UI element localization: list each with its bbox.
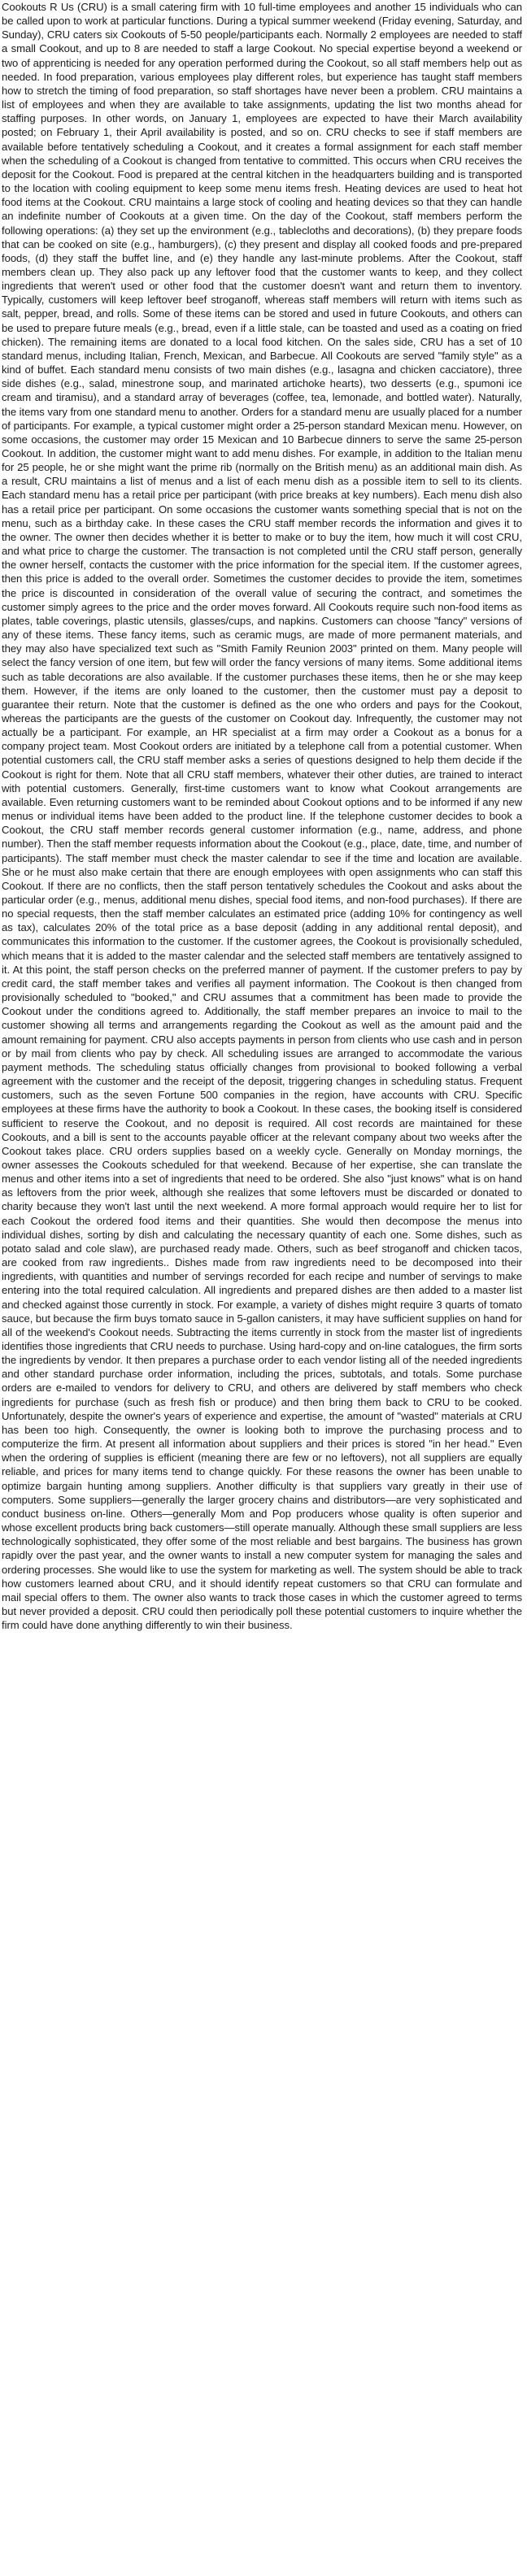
case-study-text: Cookouts R Us (CRU) is a small catering firm with 10 full-time employees and another 15 individuals who can be called upon to work at particular functions. During a typical summer weekend (Friday evening, Saturday, and Sunday), CRU caters six Cookouts of 5-50 people/participants each. Normally 2 employees are needed to staff a small Cookout, and up to 8 are needed to staff a large Cookout. No special expertise beyond a weekend or two of apprenticing is needed for any operation performed during the Cookout, so all staff members help out as needed. In food preparation, various employees play different roles, but experience has taught staff members how to stretch the timing of food preparation, so staff shortages have never been a problem. CRU maintains a list of employees and when they are available to take assignments, updating the list two months ahead for staffing purposes. In other words, on January 1, employees are expected to have their March availability posted; on February 1, their April availability is posted, and so on. CRU checks to see if staff members are available before tentatively scheduling a Cookout, and it creates a formal assignment for each staff member when the scheduling of a Cookout is changed from tentative to committed. This occurs when CRU receives the deposit for the Cookout. Food is prepared at the central kitchen in the headquarters building and is transported to the location with cooling equipment to keep some menu items fresh. Heating devices are used to heat hot food items at the Cookout. CRU maintains a large stock of cooling and heating devices so that they can handle an indefinite number of Cookouts at a given time. On the day of the Cookout, staff members perform the following operations: (a) they set up the environment (e.g., tablecloths and decorations), (b) they prepare foods that can be cooked on site (e.g., hamburgers), (c) they present and display all cooked foods and pre-prepared foods, (d) they staff the buffet line, and (e) they handle any last-minute problems. After the Cookout, staff members clean up. They also pack up any leftover food that the customer wants to keep, and they collect ingredients that weren't used or other food that the customer doesn't want and return them to inventory. Typically, customers will keep leftover beef stroganoff, whereas staff members will return with items such as salt, pepper, bread, and rolls. Some of these items can be stored and used in future Cookouts, and others can be used to prepare future meals (e.g., bread, even if a little stale, can be toasted and used as a coating on fried chicken). The remaining items are donated to a local food kitchen. On the sales side, CRU has a set of 10 standard menus, including Italian, French, Mexican, and Barbecue. All Cookouts are served "family style" as a kind of buffet. Each standard menu consists of two main dishes (e.g., lasagna and chicken cacciatore), three side dishes (e.g., salad, minestrone soup, and marinated artichoke hearts), two desserts (e.g., spumoni ice cream and tiramisu), and a standard array of beverages (coffee, tea, lemonade, and bottled water). Naturally, the items vary from one standard menu to another. Orders for a standard menu are usually placed for a number of participants. For example, a typical customer might order a 25-person standard Mexican menu. However, on some occasions, the customer may order 15 Mexican and 10 Barbecue dinners to serve the same 25-person Cookout. In addition, the customer might want to add menu dishes. For example, in addition to the Italian menu for 25 people, he or she might want the prime rib (normally on the British menu) as an additional main dish. As a result, CRU maintains a list of menus and a list of each menu dish as a possible item to sell to its clients. Each standard menu has a retail price per participant (with price breaks at key numbers). Each menu dish also has a retail price per participant. On some occasions the customer wants something special that is not on the menu, such as a birthday cake. In these cases the CRU staff member records the information and gives it to the owner. The owner then decides whether it is better to make or to buy the item, how much it will cost CRU, and what price to charge the customer. The transaction is not completed until the CRU staff person, generally the owner herself, contacts the customer with the price information for the special item. If the customer agrees, then this price is added to the overall order. Sometimes the customer decides to provide the item, sometimes the price is discounted in consideration of the overall value of securing the contract, and sometimes the customer simply agrees to the price and the order moves forward. All Cookouts require such non-food items as plates, table coverings, plastic utensils, glasses/cups, and napkins. Customers can choose "fancy" versions of any of these items. These fancy items, such as ceramic mugs, are made of more permanent materials, and they may also have specialized text such as "Smith Family Reunion 2003" printed on them. Many people will select the fancy version of one item, but few will order the fancy versions of many items. Some additional items such as table decorations are also available. If the customer purchases these items, then he or she may keep them. However, if the items are only loaned to the customer, then the customer must pay a deposit to guarantee their return. Note that the customer is defined as the one who orders and pays for the Cookout, whereas the participants are the guests of the customer on Cookout day. Infrequently, the customer may not actually be a participant. For example, an HR specialist at a firm may order a Cookout as a bonus for a company project team. Most Cookout orders are initiated by a telephone call from a potential customer. When potential customers call, the CRU staff member asks a series of questions designed to help them decide if the Cookout is right for them. Note that all CRU staff members, whatever their other duties, are trained to interact with potential customers. Generally, first-time customers want to know what Cookout arrangements are available. Even returning customers want to be reminded about Cookout options and to be informed if any new menus or individual items have been added to the product line. If the telephone customer decides to book a Cookout, the CRU staff member records general customer information (e.g., name, address, and phone number). Then the staff member requests information about the Cookout (e.g., place, date, time, and number of participants). The staff member must check the master calendar to see if the time and location are available. She or he must also make certain that there are enough employees with open assignments who can staff this Cookout. If there are no conflicts, then the staff person tentatively schedules the Cookout and asks about the particular order (e.g., menus, additional menu dishes, special food items, and non-food purchases). If there are no special requests, then the staff member calculates an estimated price (adding 10% for contingency as well as tax), calculates 20% of the total price as a base deposit (adding in any additional rental deposit), and communicates this information to the customer. If the customer agrees, the Cookout is provisionally scheduled, which means that it is added to the master calendar and the selected staff members are tentatively assigned to it. At this point, the staff person checks on the preferred manner of payment. If the customer prefers to pay by credit card, the staff member takes and verifies all payment information. The Cookout is then changed from provisionally scheduled to "booked," and CRU assumes that a commitment has been made to provide the Cookout under the conditions agreed to. Additionally, the staff member prepares an invoice to mail to the customer showing all terms and arrangements regarding the Cookout as well as the amount paid and the amount remaining for payment. CRU also accepts payments in person from clients who use cash and in person or by mail from clients who pay by check. All scheduling issues are arranged to accommodate the various payment methods. The scheduling status officially changes from provisional to booked following a verbal agreement with the customer and the receipt of the deposit, triggering changes in scheduling status. Frequent customers, such as the seven Fortune 500 companies in the region, have accounts with CRU. Specific employees at these firms have the authority to book a Cookout. In these cases, the booking itself is considered sufficient to reserve the Cookout, and no deposit is required. All cost records are maintained for these Cookouts, and a bill is sent to the accounts payable officer at the relevant company about two weeks after the Cookout takes place. CRU orders supplies based on a weekly cycle. Generally on Monday mornings, the owner assesses the Cookouts scheduled for that weekend. Because of her expertise, she can translate the menus and other items into a set of ingredients that need to be ordered. She also "just knows" what is on hand as leftovers from the prior week, although she realizes that some leftovers must be discarded or donated to charity because they won't last until the next weekend. A more formal approach would require her to list for each Cookout the ordered food items and their quantities. She would then decompose the menus into individual dishes, sorting by dish and calculating the necessary quantity of each one. Some dishes, such as potato salad and cole slaw), are purchased ready made. Others, such as beef stroganoff and chicken tacos, are cooked from raw ingredients.. Dishes made from raw ingredients need to be decomposed into their ingredients, with quantities and number of servings recorded for each recipe and number of servings to make entering into the total required calculation. All ingredients and prepared dishes are then added to a master list and checked against those currently in stock. For example, a variety of dishes might require 3 quarts of tomato sauce, but because the firm buys tomato sauce in 5-gallon canisters, it may have sufficient supplies on hand for all of the weekend's Cookout needs. Subtracting the items currently in stock from the master list of ingredients identifies those ingredients that CRU needs to purchase. Using hard-copy and on-line catalogues, the firm sorts the ingredients by vendor. It then prepares a purchase order to each vendor listing all of the needed ingredients and other standard purchase order information, including the prices, subtotals, and totals. Some purchase orders are e-mailed to vendors for delivery to CRU, and others are delivered by staff members who check ingredients for purchase (such as fresh fish or produce) and then bring them back to CRU to be cooked. Unfortunately, despite the owner's years of experience and expertise, the amount of "wasted" materials at CRU has been too high. Consequently, the owner is looking both to improve the purchasing process and to computerize the firm. At present all information about suppliers and their prices is stored "in her head." Even when the ordering of supplies is efficient (meaning there are few or no leftovers), not all suppliers are equally reliable, and prices for many items tend to change quickly. For these reasons the owner has been unable to optimize bargain hunting among suppliers. Another difficulty is that suppliers vary greatly in their use of computers. Some suppliers—generally the larger grocery chains and distributors—are very sophisticated and conduct business on-line. Others—generally Mom and Pop producers whose quality is often superior and whose excellent products bring back customers—still operate manually. Although these small suppliers are less technologically sophisticated, they offer some of the most reliable and best bargains. The business has grown rapidly over the past year, and the owner wants to install a new computer system for managing the sales and ordering processes. She would like to use the system for marketing as well. The system should be able to track how customers learned about CRU, and it should identify repeat customers so that CRU can formulate and mail special offers to them. The owner also wants to track those cases in which the customer agreed to terms but never provided a deposit. CRU could then periodically poll these potential customers to inquire whether the firm could have done anything differently to win their business. (2, 1, 522, 1632)
